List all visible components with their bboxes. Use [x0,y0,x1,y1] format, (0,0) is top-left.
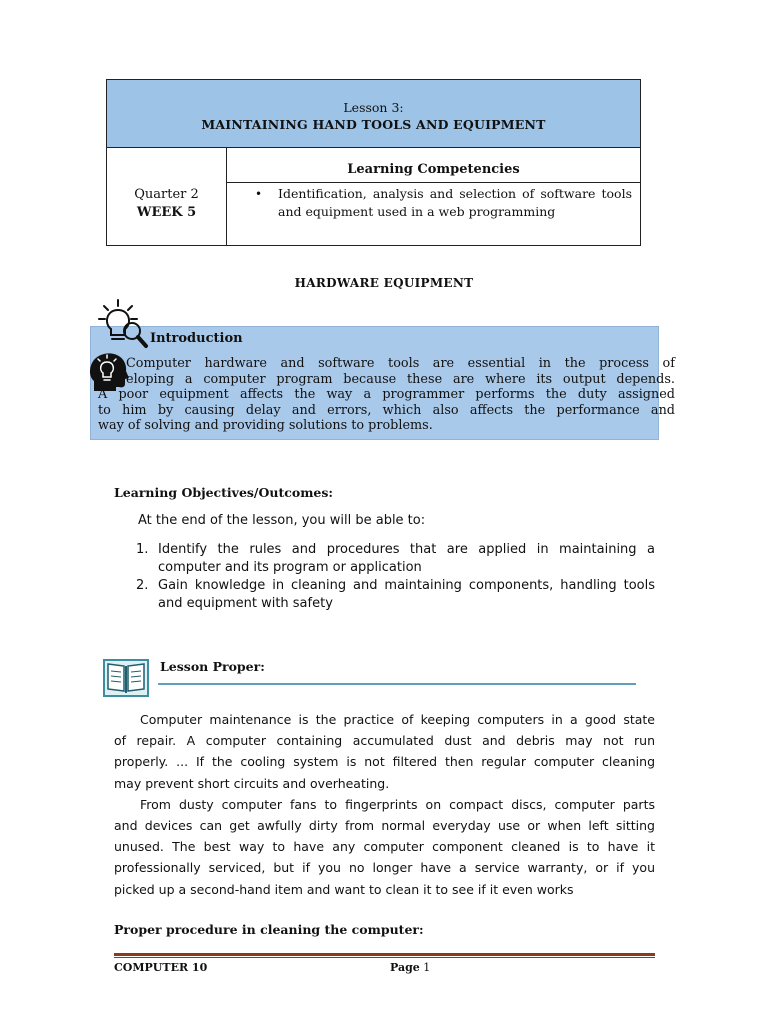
footer-rule [114,953,655,956]
introduction-line: A poor equipment affects the way a programmer performs the duty assigned [98,387,675,402]
paragraph-line: and devices can get awfully dirty from normal everyday use or when left sitting [114,818,655,834]
lesson-proper-divider [158,683,636,685]
lightbulb-magnifier-icon [96,298,150,352]
footer-subject: COMPUTER 10 [114,961,208,974]
list-item-text: Identify the rules and procedures that are applied in maintaining a computer and its program or application [158,542,655,575]
paragraph-line: professionally serviced, but if you no longer have a service warranty, or if you [114,860,655,876]
introduction-line: Computer hardware and software tools are essential in the process of [126,356,675,371]
list-item [136,577,655,613]
list-item-number: 1. [136,542,149,557]
competency-bullet: • [255,187,263,201]
page-number [390,961,430,974]
introduction-line: eloping a computer program because these are where its output depends. [126,371,675,387]
page-number-value: 1 [423,961,431,974]
paragraph-line: unused. The best way to have any computer component cleaned is to have it [114,839,655,855]
lesson-proper-title: Lesson Proper: [160,659,265,674]
week-label: WEEK 5 [136,205,197,220]
lesson-header [107,80,640,148]
footer-rule-thin [114,957,655,958]
paragraph-line: picked up a second-hand item and want to clean it to see if it even works [114,881,574,897]
introduction-title: Introduction [150,331,243,346]
competencies-title: Learning Competencies [227,148,640,183]
lesson-table [106,79,641,246]
objectives-title: Learning Objectives/Outcomes: [114,485,334,500]
objectives-lead: At the end of the lesson, you will be able to: [138,513,426,528]
procedure-title: Proper procedure in cleaning the computer: [114,922,424,937]
open-book-icon [103,657,149,699]
page-label: Page [390,961,420,974]
introduction-line: to him by causing delay and errors, which also affects the performance and [98,402,675,418]
competencies-cell [227,183,640,245]
paragraph-line: of repair. A computer containing accumulated dust and debris may not run [114,733,655,749]
introduction-text [98,356,675,434]
lesson-number: Lesson 3: [343,100,404,115]
competency-text: Identification, analysis and selection of software tools and equipment used in a web programming [278,186,632,219]
paragraph-line: may prevent short circuits and overheating. [114,775,390,791]
list-item-text: Gain knowledge in cleaning and maintaining components, handling tools and equipment with safety [158,578,655,611]
list-item [136,541,655,577]
lesson-proper-text [114,709,655,900]
paragraph-line: properly. ... If the cooling system is not filtered then regular computer cleaning [114,754,655,770]
list-item-number: 2. [136,578,149,593]
paragraph-line: Computer maintenance is the practice of keeping computers in a good state [140,712,655,727]
quarter-label: Quarter 2 [134,187,199,202]
paragraph-line: From dusty computer fans to fingerprints on compact discs, computer parts [140,796,655,812]
objectives-list [136,541,655,613]
section-title: HARDWARE EQUIPMENT [294,276,474,290]
quarter-cell [107,148,227,245]
lesson-title: MAINTAINING HAND TOOLS AND EQUIPMENT [201,117,546,132]
introduction-line: way of solving and providing solutions to problems. [98,418,433,433]
